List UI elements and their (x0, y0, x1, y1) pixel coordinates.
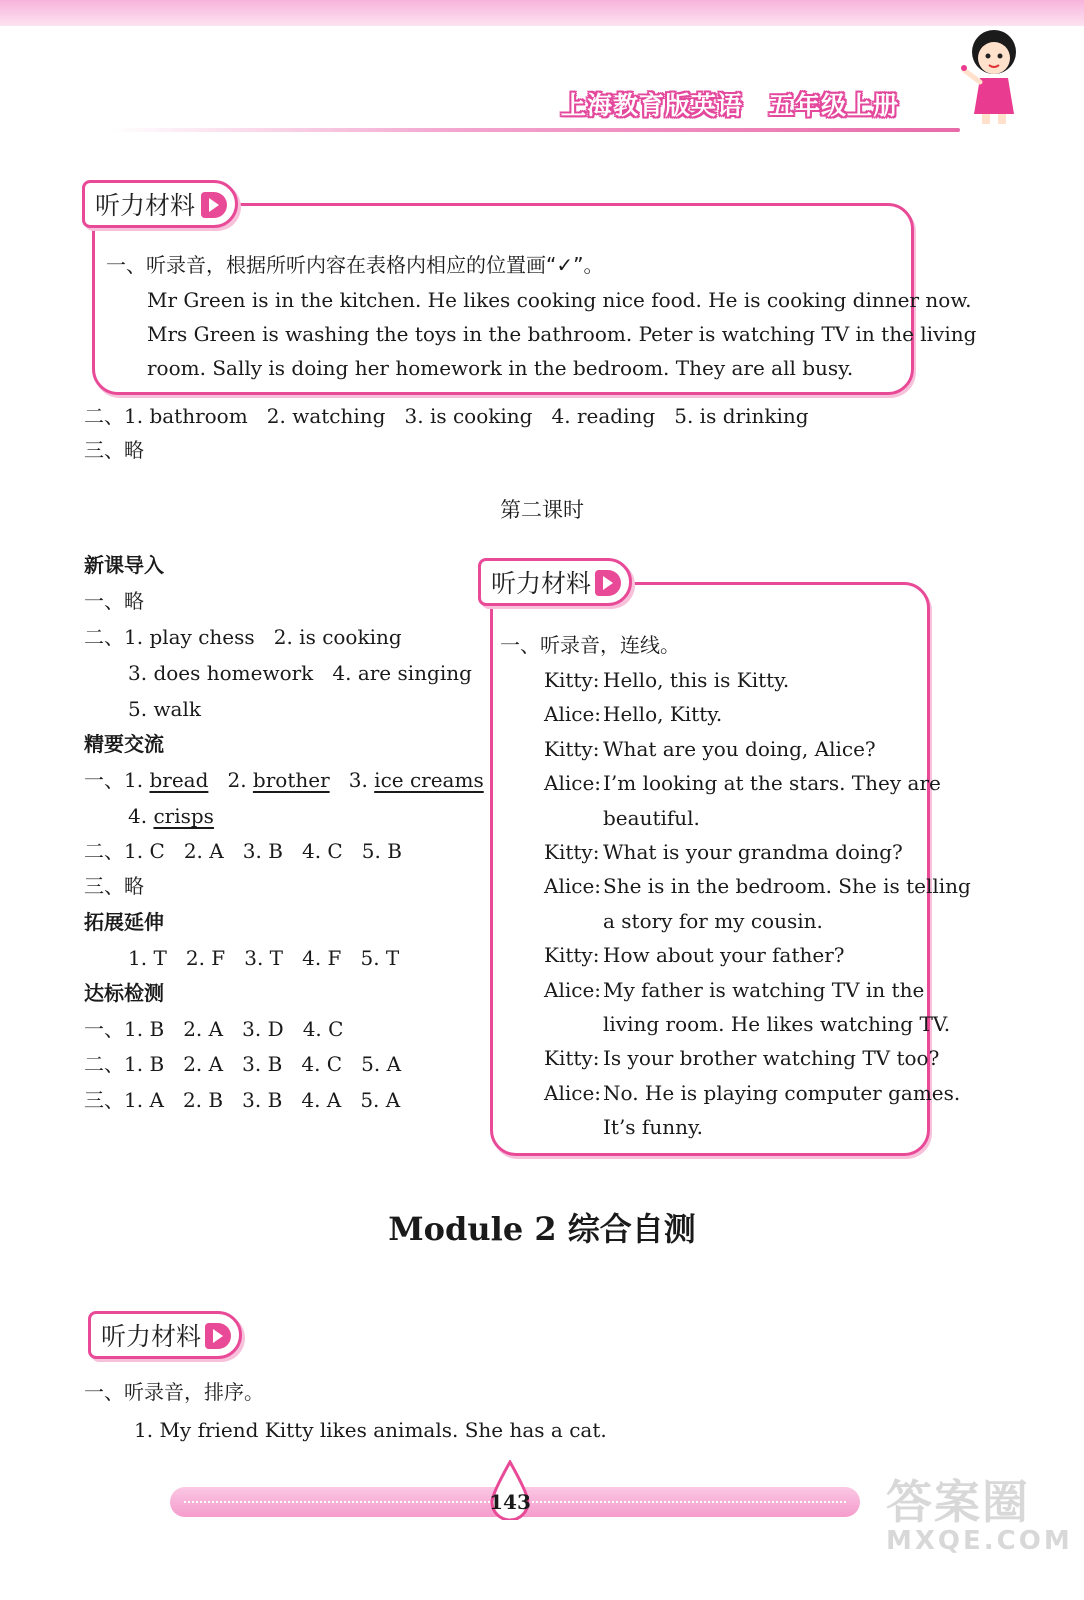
dialogue-text: Hello, this is Kitty. (603, 668, 790, 692)
page-number: 143 (489, 1490, 531, 1514)
tab-label: 听力材料 (101, 1322, 202, 1351)
intro-item-1: 一、略 (84, 589, 144, 613)
ex1-number-4: 4. (128, 804, 154, 828)
intro-heading: 新课导入 (84, 553, 164, 577)
ex1-number-3: 3. (348, 768, 375, 792)
watermark-url: MXQE.COM (886, 1526, 1073, 1556)
tab-label: 听力材料 (491, 569, 592, 598)
tab-arrow-icon (205, 1323, 231, 1349)
top-decorative-band (0, 0, 1084, 26)
extend-item-1: 1. T 2. F 3. T 4. F 5. T (128, 946, 400, 970)
dialogue-text: I’m looking at the stars. They are (603, 771, 941, 795)
section3-line-1: 1. My friend Kitty likes animals. She has a cat. (134, 1418, 607, 1442)
test-item-1: 一、1. B 2. A 3. D 4. C (84, 1017, 344, 1041)
header-grade: 五年级上册 (768, 91, 899, 120)
header-publisher: 上海教育版英语 (560, 91, 743, 120)
dialogue-text: No. He is playing computer games. (603, 1081, 961, 1105)
dialogue-speaker: Kitty: (544, 668, 600, 692)
ex1-number-2: 2. (227, 768, 253, 792)
section1-line-3: room. Sally is doing her homework in the bedroom. They are all busy. (147, 356, 854, 380)
ex1-word-1: bread (149, 768, 209, 792)
watermark (886, 1475, 1073, 1556)
test-heading: 达标检测 (84, 981, 164, 1005)
exchange-item-3: 三、略 (84, 874, 144, 898)
dialogue-speaker: Alice: (544, 1081, 602, 1105)
ex1-word-4: crisps (153, 804, 214, 828)
dialogue-text: What is your grandma doing? (603, 840, 903, 864)
dialogue-text: a story for my cousin. (603, 909, 823, 933)
section1-line-2: Mrs Green is washing the toys in the bathroom. Peter is watching TV in the living (147, 322, 977, 346)
lesson2-title: 第二课时 (500, 498, 584, 522)
test-item-2: 二、1. B 2. A 3. B 4. C 5. A (84, 1052, 402, 1076)
tab-label: 听力材料 (95, 191, 196, 220)
ex1-word-3: ice creams (374, 768, 484, 792)
listening-tab-2 (478, 558, 632, 606)
dialogue-text: It’s funny. (603, 1115, 703, 1139)
girl-mascot-icon (958, 22, 1028, 132)
section1-heading: 一、听录音，根据所听内容在表格内相应的位置画“✓”。 (106, 253, 604, 277)
exchange-item-1 (84, 768, 484, 792)
dialogue-text: living room. He likes watching TV. (603, 1012, 951, 1036)
header-rule (110, 128, 960, 132)
ex1-prefix: 一、1. (84, 768, 150, 792)
dialogue-text: My father is watching TV in the (603, 978, 925, 1002)
dialogue-speaker: Kitty: (544, 737, 600, 761)
dialogue-text: She is in the bedroom. She is telling (603, 874, 971, 898)
exchange-heading: 精要交流 (84, 732, 164, 756)
section2-heading: 一、听录音，连线。 (500, 633, 680, 657)
intro-item-2a: 二、1. play chess 2. is cooking (84, 625, 402, 649)
watermark-main: 答案圈 (886, 1475, 1030, 1529)
answers1-part2: 二、1. bathroom 2. watching 3. is cooking 4. reading 5. is drinking (84, 404, 809, 428)
dialogue-speaker: Alice: (544, 771, 602, 795)
dialogue-text: How about your father? (603, 943, 845, 967)
dialogue-speaker: Kitty: (544, 1046, 600, 1070)
intro-item-2b: 3. does homework 4. are singing (128, 661, 472, 685)
dialogue-text: Hello, Kitty. (603, 702, 723, 726)
test-item-3: 三、1. A 2. B 3. B 4. A 5. A (84, 1088, 401, 1112)
dialogue-text: Is your brother watching TV too? (603, 1046, 940, 1070)
dialogue-speaker: Kitty: (544, 943, 600, 967)
section1-line-1: Mr Green is in the kitchen. He likes cooking nice food. He is cooking dinner now. (147, 288, 972, 312)
dialogue-text: What are you doing, Alice? (603, 737, 876, 761)
dialogue-speaker: Alice: (544, 702, 602, 726)
extend-heading: 拓展延伸 (84, 910, 164, 934)
exchange-item-1b (128, 804, 214, 828)
listening-tab-1 (82, 180, 238, 228)
listening-tab-3 (88, 1311, 242, 1359)
dialogue-text: beautiful. (603, 806, 700, 830)
ex1-word-2: brother (252, 768, 330, 792)
intro-item-2c: 5. walk (128, 697, 201, 721)
header-title (561, 86, 899, 122)
section3-heading: 一、听录音，排序。 (84, 1380, 264, 1404)
tab-arrow-icon (595, 570, 621, 596)
exchange-item-2: 二、1. C 2. A 3. B 4. C 5. B (84, 839, 402, 863)
module-title: Module 2 综合自测 (388, 1210, 696, 1248)
tab-arrow-icon (201, 192, 227, 218)
dialogue-speaker: Kitty: (544, 840, 600, 864)
dialogue-speaker: Alice: (544, 874, 602, 898)
dialogue-speaker: Alice: (544, 978, 602, 1002)
answers1-part3: 三、略 (84, 438, 144, 462)
